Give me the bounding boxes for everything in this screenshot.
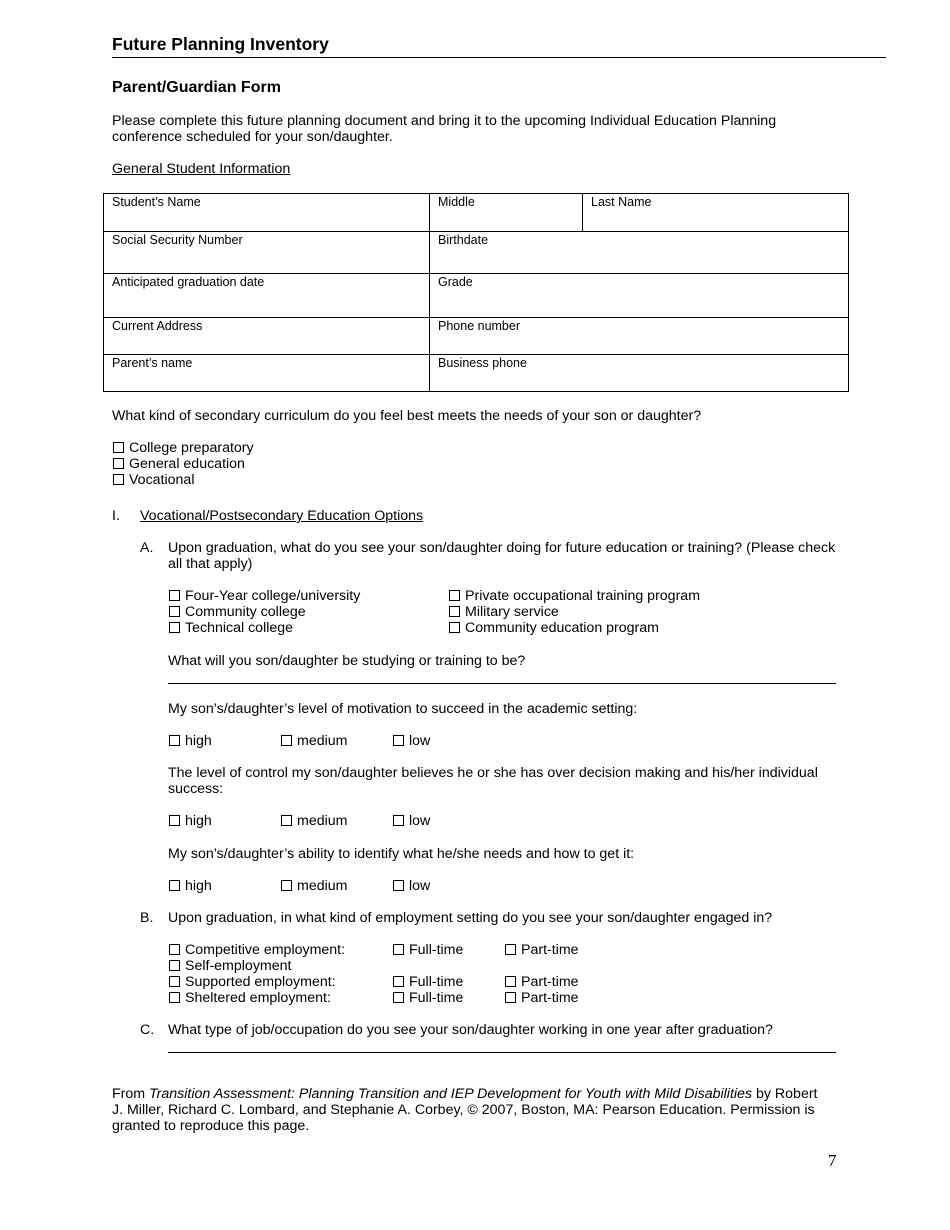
control-low: low [393, 813, 430, 829]
phone-field[interactable] [430, 318, 849, 355]
sheltered-employment: Sheltered employment: [169, 990, 331, 1006]
supported-employment: Supported employment: [169, 974, 336, 990]
last-name-field[interactable] [583, 194, 849, 232]
job-answer-line[interactable] [168, 1052, 836, 1053]
item-c-question: What type of job/occupation do you see your son/daughter working in one year after graduation? [168, 1022, 773, 1038]
checkbox-control-medium[interactable] [281, 815, 292, 826]
checkbox-community-education[interactable] [449, 622, 460, 633]
sheltered-part-time: Part-time [505, 990, 579, 1006]
checkbox-supported[interactable] [169, 976, 180, 987]
education-options-left [169, 588, 360, 636]
checkbox-motivation-high[interactable] [169, 735, 180, 746]
grade-label: Grade [438, 275, 473, 289]
grad-date-field[interactable] [104, 274, 430, 318]
checkbox-competitive[interactable] [169, 944, 180, 955]
checkbox-competitive-full-time[interactable] [393, 944, 404, 955]
checkbox-sheltered[interactable] [169, 992, 180, 1003]
checkbox-technical-college[interactable] [169, 622, 180, 633]
item-a-question: Upon graduation, what do you see your son/daughter doing for future education or training? (Please check all that apply) [168, 540, 836, 572]
grad-date-label: Anticipated graduation date [112, 275, 265, 289]
education-option: Private occupational training program [449, 588, 700, 604]
students-name-label: Student’s Name [112, 195, 201, 209]
checkbox-control-high[interactable] [169, 815, 180, 826]
checkbox-sheltered-part-time[interactable] [505, 992, 516, 1003]
study-answer-line[interactable] [168, 683, 836, 684]
title-rule [112, 57, 886, 58]
checkbox-general-education[interactable] [113, 458, 124, 469]
control-medium: medium [281, 813, 347, 829]
control-question: The level of control my son/daughter believes he or she has over decision making and his/her individual success: [168, 765, 818, 797]
ability-question: My son’s/daughter’s ability to identify what he/she needs and how to get it: [168, 846, 635, 862]
checkbox-self-employment[interactable] [169, 960, 180, 971]
page-number: 7 [828, 1151, 837, 1170]
ssn-field[interactable] [104, 232, 430, 274]
curriculum-question: What kind of secondary curriculum do you feel best meets the needs of your son or daughter? [112, 408, 702, 424]
checkbox-four-year[interactable] [169, 590, 180, 601]
motivation-high: high [169, 733, 212, 749]
form-title: Future Planning Inventory [112, 34, 329, 54]
students-name-field[interactable] [104, 194, 430, 232]
form-subtitle: Parent/Guardian Form [112, 79, 281, 96]
checkbox-sheltered-full-time[interactable] [393, 992, 404, 1003]
item-b-letter: B. [140, 910, 154, 926]
checkbox-ability-high[interactable] [169, 880, 180, 891]
education-option: Four-Year college/university [169, 588, 360, 604]
supported-full-time: Full-time [393, 974, 463, 990]
last-name-label: Last Name [591, 195, 652, 209]
supported-part-time: Part-time [505, 974, 579, 990]
checkbox-community-college[interactable] [169, 606, 180, 617]
curriculum-options [113, 440, 254, 488]
general-info-heading: General Student Information [112, 161, 291, 177]
education-options-right [449, 588, 700, 636]
checkbox-control-low[interactable] [393, 815, 404, 826]
birthdate-label: Birthdate [438, 233, 489, 247]
middle-name-field[interactable] [430, 194, 583, 232]
ability-high: high [169, 878, 212, 894]
item-a-letter: A. [140, 540, 154, 556]
checkbox-ability-medium[interactable] [281, 880, 292, 891]
curriculum-option: General education [113, 456, 254, 472]
education-option: Military service [449, 604, 700, 620]
business-phone-label: Business phone [438, 356, 527, 370]
address-label: Current Address [112, 319, 203, 333]
study-question: What will you son/daughter be studying or training to be? [168, 653, 526, 669]
middle-name-label: Middle [438, 195, 475, 209]
checkbox-supported-full-time[interactable] [393, 976, 404, 987]
checkbox-college-prep[interactable] [113, 442, 124, 453]
section-numeral: I. [112, 508, 120, 524]
item-b-question: Upon graduation, in what kind of employment setting do you see your son/daughter engaged in? [168, 910, 773, 926]
self-employment: Self-employment [169, 958, 291, 974]
checkbox-supported-part-time[interactable] [505, 976, 516, 987]
competitive-part-time: Part-time [505, 942, 579, 958]
control-high: high [169, 813, 212, 829]
book-title: Transition Assessment: Planning Transition and IEP Development for Youth with Mild Disabilities [149, 1086, 753, 1102]
curriculum-option: College preparatory [113, 440, 254, 456]
checkbox-military[interactable] [449, 606, 460, 617]
checkbox-motivation-low[interactable] [393, 735, 404, 746]
grade-field[interactable] [430, 274, 849, 318]
competitive-employment: Competitive employment: [169, 942, 345, 958]
checkbox-motivation-medium[interactable] [281, 735, 292, 746]
instructions: Please complete this future planning document and bring it to the upcoming Individual Education Planning conference scheduled for your son/daughter. [112, 113, 777, 145]
checkbox-private-training[interactable] [449, 590, 460, 601]
competitive-full-time: Full-time [393, 942, 463, 958]
item-c-letter: C. [140, 1022, 155, 1038]
sheltered-full-time: Full-time [393, 990, 463, 1006]
footer-citation: From Transition Assessment: Planning Transition and IEP Development for Youth with Mild Disabilities by Robert J. Miller, Richard C. Lombard, and Stephanie A. Corbey, © 2007, Boston, MA: Pearson Education. Permission is granted to reproduce this page. [112, 1086, 818, 1134]
education-option: Community college [169, 604, 360, 620]
checkbox-vocational[interactable] [113, 474, 124, 485]
business-phone-field[interactable] [430, 355, 849, 392]
address-field[interactable] [104, 318, 430, 355]
motivation-low: low [393, 733, 430, 749]
student-info-table [103, 193, 849, 392]
education-option: Technical college [169, 620, 360, 636]
motivation-question: My son’s/daughter’s level of motivation to succeed in the academic setting: [168, 701, 638, 717]
section-title: Vocational/Postsecondary Education Options [140, 508, 424, 524]
ability-medium: medium [281, 878, 347, 894]
education-option: Community education program [449, 620, 700, 636]
ssn-label: Social Security Number [112, 233, 243, 247]
phone-label: Phone number [438, 319, 521, 333]
parent-name-label: Parent’s name [112, 356, 193, 370]
ability-low: low [393, 878, 430, 894]
parent-name-field[interactable] [104, 355, 430, 392]
motivation-medium: medium [281, 733, 347, 749]
checkbox-ability-low[interactable] [393, 880, 404, 891]
birthdate-field[interactable] [430, 232, 849, 274]
curriculum-option: Vocational [113, 472, 254, 488]
checkbox-competitive-part-time[interactable] [505, 944, 516, 955]
